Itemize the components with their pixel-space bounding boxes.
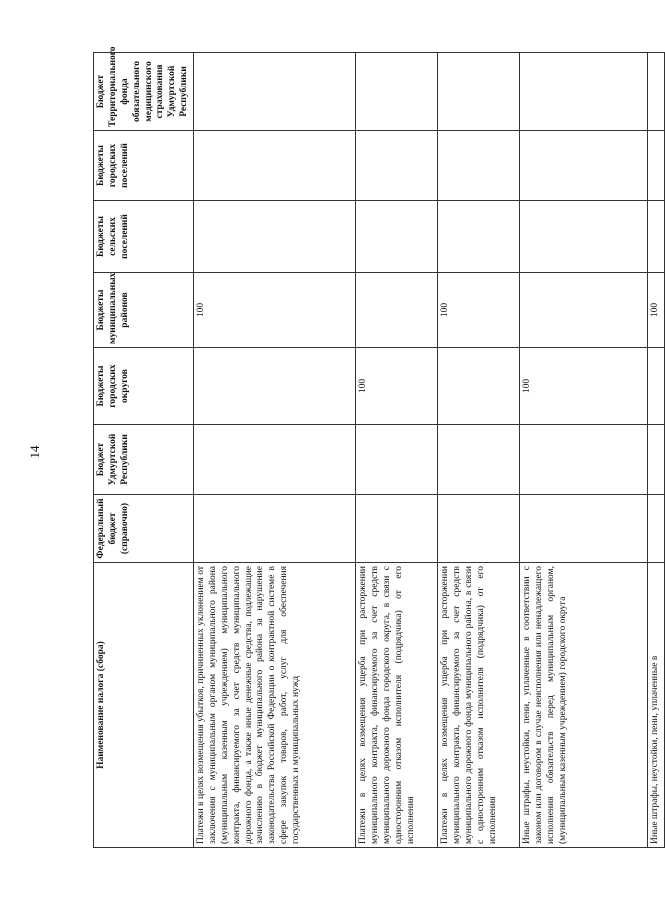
table-row: [194, 53, 356, 848]
cell-urban-settlements: [194, 131, 356, 201]
cell-republic: [520, 425, 648, 495]
cell-federal: [648, 495, 665, 563]
row-tax-name: Платежи в целях возмещения ущерба при расторжении муниципального контракта, финансируемого за счет средств муниципального дорожного фонда муниципального района, в связи с односторонним отказом исполнителя (подрядчика) от его исполнения: [438, 563, 520, 848]
row-tax-name: Иные штрафы, неустойки, пени, уплаченные в: [648, 563, 665, 848]
tax-distribution-table: [93, 46, 665, 848]
page-number: 14: [27, 445, 42, 459]
header-republic-budget: Бюджет Удмуртской Республики: [94, 425, 194, 495]
cell-city-districts: 100: [520, 348, 648, 425]
header-urban-settlements-budget: Бюджеты городских поселений: [94, 131, 194, 201]
table-header-row: [94, 53, 194, 848]
table-row: [438, 53, 520, 848]
cell-municipal-districts: 100: [194, 273, 356, 348]
cell-republic: [648, 425, 665, 495]
cell-rural-settlements: [520, 201, 648, 273]
header-city-districts-budget: Бюджеты городских округов: [94, 348, 194, 425]
cell-rural-settlements: [648, 201, 665, 273]
cell-municipal-districts: [520, 273, 648, 348]
header-medical-insurance-fund-budget: Бюджет Территориального фонда обязательного медицинского страхования Удмуртской Республики: [94, 53, 194, 131]
cell-city-districts: [648, 348, 665, 425]
cell-federal: [438, 495, 520, 563]
cell-federal: [194, 495, 356, 563]
cell-medical-fund: [356, 53, 438, 131]
cell-urban-settlements: [438, 131, 520, 201]
cell-municipal-districts: 100: [648, 273, 665, 348]
row-tax-name: Платежи в целях возмещения убытков, причиненных уклонением от заключения с муниципальным органом муниципального района (муниципальным казенным учреждением) муниципального контракта, финансируемого за счет средств муниципального дорожного фонда, а также иные денежные средства, подлежащие зачислению в бюджет муниципального района за нарушение законодательства Российской Федерации о контрактной системе в сфере закупок товаров, работ, услуг для обеспечения государственных и муниципальных нужд: [194, 563, 356, 848]
header-tax-name: Наименование налога (сбора): [94, 563, 194, 848]
cell-republic: [438, 425, 520, 495]
cell-rural-settlements: [194, 201, 356, 273]
cell-medical-fund: [194, 53, 356, 131]
cell-city-districts: [438, 348, 520, 425]
rotated-table-container: [93, 46, 660, 848]
cell-medical-fund: [648, 53, 665, 131]
cell-city-districts: 100: [356, 348, 438, 425]
row-tax-name: Иные штрафы, неустойки, пени, уплаченные в соответствии с законом или договором в случае неисполнения или ненадлежащего исполнения обязательств перед муниципальным органом, (муниципальным казенным учреждением) городского округа: [520, 563, 648, 848]
cell-medical-fund: [520, 53, 648, 131]
cell-urban-settlements: [520, 131, 648, 201]
cell-urban-settlements: [356, 131, 438, 201]
cell-federal: [520, 495, 648, 563]
cell-federal: [356, 495, 438, 563]
table-row: [356, 53, 438, 848]
cell-medical-fund: [438, 53, 520, 131]
cell-municipal-districts: [356, 273, 438, 348]
cell-rural-settlements: [438, 201, 520, 273]
table-row: [520, 53, 648, 848]
cell-rural-settlements: [356, 201, 438, 273]
row-tax-name: Платежи в целях возмещения ущерба при расторжении муниципального контракта, финансируемого за счет средств муниципального дорожного фонда городского округа, в связи с односторонним отказом исполнителя (подрядчика) от его исполнения: [356, 563, 438, 848]
header-rural-settlements-budget: Бюджеты сельских поселений: [94, 201, 194, 273]
cell-city-districts: [194, 348, 356, 425]
header-federal-budget: Федеральный бюджет (справочно): [94, 495, 194, 563]
header-municipal-districts-budget: Бюджеты муниципальных районов: [94, 273, 194, 348]
table-row: [648, 53, 665, 848]
cell-urban-settlements: [648, 131, 665, 201]
cell-republic: [194, 425, 356, 495]
cell-republic: [356, 425, 438, 495]
cell-municipal-districts: 100: [438, 273, 520, 348]
